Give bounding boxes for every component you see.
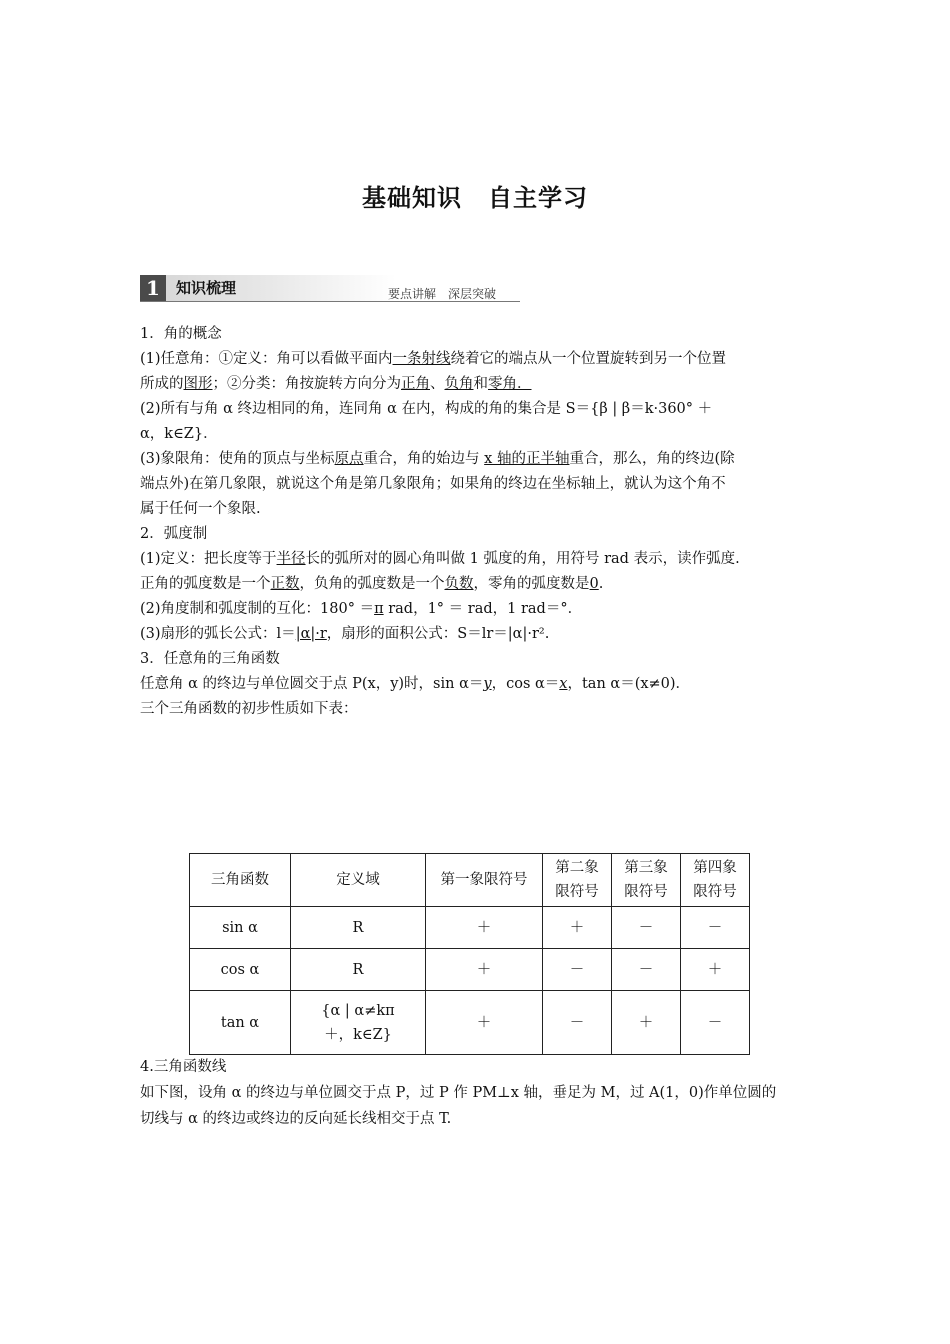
text-line: 切线与 α 的终边或终边的反向延长线相交于点 T. <box>140 1111 452 1127</box>
table-cell: ＋ <box>426 907 543 949</box>
section-subtitle: 要点讲解 深层突破 <box>388 287 497 301</box>
table-cell: {α | α≠kπ ＋，k∈Z} <box>291 991 426 1055</box>
text-line: (1)任意角：①定义：角可以看做平面内一条射线绕着它的端点从一个位置旋转到另一个位置 <box>140 351 727 367</box>
table-cell: ＋ <box>543 907 612 949</box>
table-cell: － <box>681 991 750 1055</box>
text-line: (2)角度制和弧度制的互化：180° ＝π rad，1° ＝ rad，1 rad＝°． <box>140 601 583 617</box>
page-title <box>0 178 950 213</box>
heading-trig-functions: 3．任意角的三角函数 <box>140 651 280 667</box>
text-line: 任意角 α 的终边与单位圆交于点 P(x，y)时，sin α＝y，cos α＝x，tan α＝(x≠0)． <box>140 676 691 692</box>
text-line: (3)扇形的弧长公式：l＝|α|·r，扇形的面积公式：S＝lr＝|α|·r². <box>140 626 550 642</box>
table-cell: ＋ <box>612 991 681 1055</box>
table-cell: － <box>612 907 681 949</box>
table-header-cell: 三角函数 <box>190 854 291 907</box>
table-cell: － <box>543 991 612 1055</box>
text-line: (3)象限角：使角的顶点与坐标原点重合，角的始边与 x 轴的正半轴重合，那么，角的终边(除 <box>140 451 735 467</box>
table-header-row <box>190 854 750 907</box>
text-line: 正角的弧度数是一个正数，负角的弧度数是一个负数，零角的弧度数是0. <box>140 576 604 592</box>
table-header-cell: 第三象 限符号 <box>612 854 681 907</box>
section-label: 知识梳理 <box>166 275 396 301</box>
title-part-1: 基础知识 <box>362 184 462 212</box>
heading-angle-concept: 1．角的概念 <box>140 326 222 342</box>
table-cell: ＋ <box>426 991 543 1055</box>
table-cell: ＋ <box>426 949 543 991</box>
table-cell: sin α <box>190 907 291 949</box>
section-number: 1 <box>140 275 166 301</box>
table-cell: － <box>681 907 750 949</box>
table-header-cell: 第二象 限符号 <box>543 854 612 907</box>
table-header-cell: 定义域 <box>291 854 426 907</box>
section-header <box>140 275 520 305</box>
text-line: 端点外)在第几象限，就说这个角是第几象限角；如果角的终边在坐标轴上，就认为这个角不 <box>140 476 726 492</box>
text-line: α，k∈Z}． <box>140 426 218 442</box>
table-header-cell: 第一象限符号 <box>426 854 543 907</box>
table-cell: cos α <box>190 949 291 991</box>
table-header-cell: 第四象 限符号 <box>681 854 750 907</box>
table-row <box>190 949 750 991</box>
table-row <box>190 907 750 949</box>
table-cell: － <box>612 949 681 991</box>
table-cell: R <box>291 907 426 949</box>
table-cell: R <box>291 949 426 991</box>
text-line: 如下图，设角 α 的终边与单位圆交于点 P，过 P 作 PM⊥x 轴，垂足为 M，过 A(1，0)作单位圆的 <box>140 1085 777 1101</box>
trig-sign-table <box>189 853 750 1055</box>
heading-trig-lines: 4.三角函数线 <box>140 1059 227 1075</box>
table-row <box>190 991 750 1055</box>
heading-radian: 2．弧度制 <box>140 526 208 542</box>
table-cell: ＋ <box>681 949 750 991</box>
table-cell: － <box>543 949 612 991</box>
text-line: 所成的图形；②分类：角按旋转方向分为正角、负角和零角． <box>140 376 532 392</box>
text-line: 属于任何一个象限. <box>140 501 261 517</box>
section-4 <box>140 1054 815 1132</box>
text-line: (2)所有与角 α 终边相同的角，连同角 α 在内，构成的角的集合是 S＝{β | β＝k·360° ＋ <box>140 401 713 417</box>
text-line: (1)定义：把长度等于半径长的弧所对的圆心角叫做 1 弧度的角，用符号 rad 表示，读作弧度. <box>140 551 740 567</box>
content-body <box>140 322 815 722</box>
title-part-2: 自主学习 <box>488 184 588 212</box>
table-cell: tan α <box>190 991 291 1055</box>
text-line: 三个三角函数的初步性质如下表： <box>140 701 358 717</box>
